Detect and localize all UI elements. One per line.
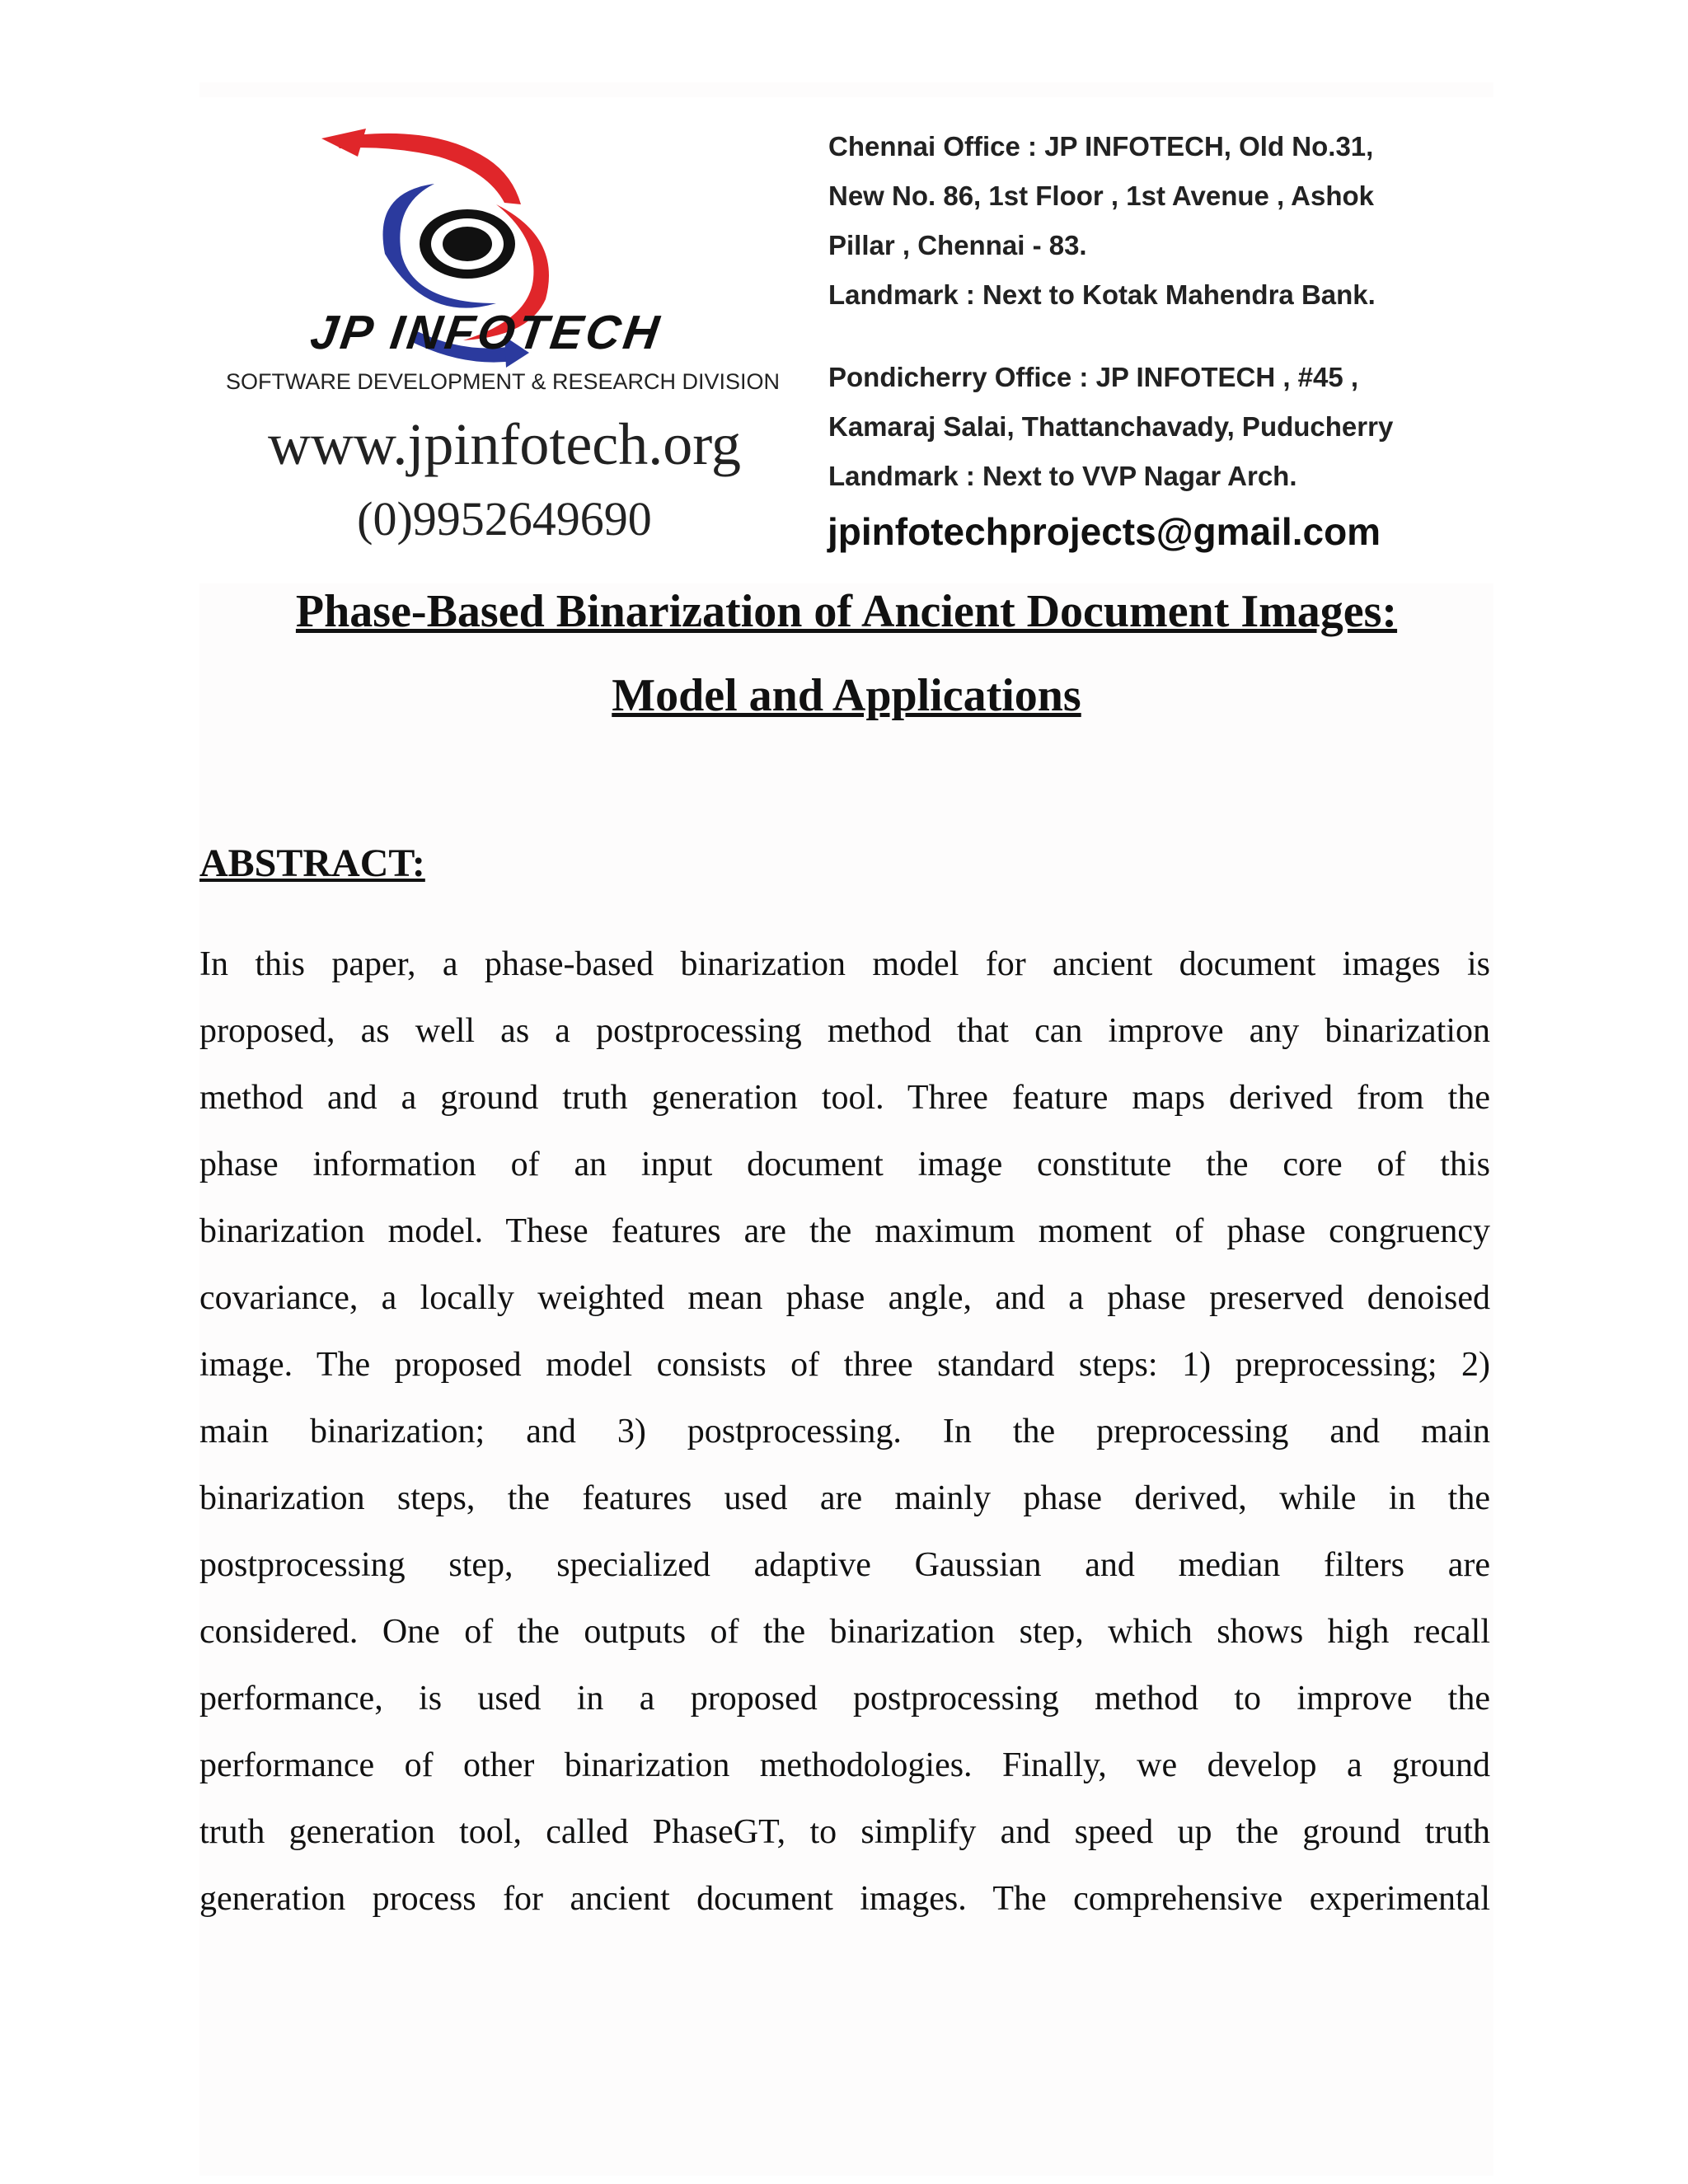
abstract-line: method and a ground truth generation tool. Three feature maps derived from the — [199, 1079, 1490, 1117]
abstract-line: image. The proposed model consists of three standard steps: 1) preprocessing; 2) — [199, 1346, 1490, 1384]
chennai-address-line: Chennai Office : JP INFOTECH, Old No.31, — [828, 131, 1374, 162]
chennai-address-line: Pillar , Chennai - 83. — [828, 230, 1087, 260]
paper-title: Phase-Based Binarization of Ancient Document Images: — [295, 586, 1398, 637]
abstract-line: considered. One of the outputs of the binarization step, which shows high recall — [199, 1613, 1490, 1651]
abstract-line: covariance, a locally weighted mean phase angle, and a phase preserved denoised — [199, 1279, 1490, 1317]
website-link[interactable]: www.jpinfotech.org — [268, 411, 741, 477]
abstract-line: proposed, as well as a postprocessing method that can improve any binarization — [199, 1012, 1490, 1050]
abstract-line: truth generation tool, called PhaseGT, to simplify and speed up the ground truth — [199, 1813, 1490, 1851]
pondicherry-address-line: Landmark : Next to VVP Nagar Arch. — [828, 461, 1297, 491]
chennai-office-address — [828, 122, 1376, 320]
abstract-line: performance of other binarization methodologies. Finally, we develop a ground — [199, 1746, 1490, 1784]
company-header-banner — [199, 97, 1493, 583]
abstract-line: postprocessing step, specialized adaptive Gaussian and median filters are — [199, 1546, 1490, 1584]
pondicherry-office-address — [828, 353, 1393, 501]
abstract-line: binarization model. These features are the maximum moment of phase congruency — [199, 1212, 1490, 1250]
paper-title-continued: Model and Applications — [612, 670, 1081, 721]
abstract-line: binarization steps, the features used are mainly phase derived, while in the — [199, 1479, 1490, 1517]
abstract-line: phase information of an input document image constitute the core of this — [199, 1146, 1490, 1183]
chennai-address-line: Landmark : Next to Kotak Mahendra Bank. — [828, 279, 1376, 310]
abstract-heading: ABSTRACT: — [199, 841, 425, 885]
abstract-line: performance, is used in a proposed postprocessing method to improve the — [199, 1680, 1490, 1718]
pondicherry-address-line: Kamaraj Salai, Thattanchavady, Puducherry — [828, 411, 1394, 442]
chennai-address-line: New No. 86, 1st Floor , 1st Avenue , Ashok — [828, 180, 1374, 211]
email-address[interactable]: jpinfotechprojects@gmail.com — [828, 510, 1381, 553]
pondicherry-address-line: Pondicherry Office : JP INFOTECH , #45 , — [828, 362, 1359, 392]
abstract-line: generation process for ancient document images. The comprehensive experimental — [199, 1880, 1490, 1918]
brand-name: JP INFOTECH — [307, 306, 666, 359]
phone-number: (0)9952649690 — [357, 492, 652, 546]
abstract-line: main binarization; and 3) postprocessing. In the preprocessing and main — [199, 1413, 1490, 1451]
brand-subtitle: SOFTWARE DEVELOPMENT & RESEARCH DIVISION — [225, 369, 781, 394]
abstract-line: In this paper, a phase-based binarization model for ancient document images is — [199, 945, 1490, 983]
